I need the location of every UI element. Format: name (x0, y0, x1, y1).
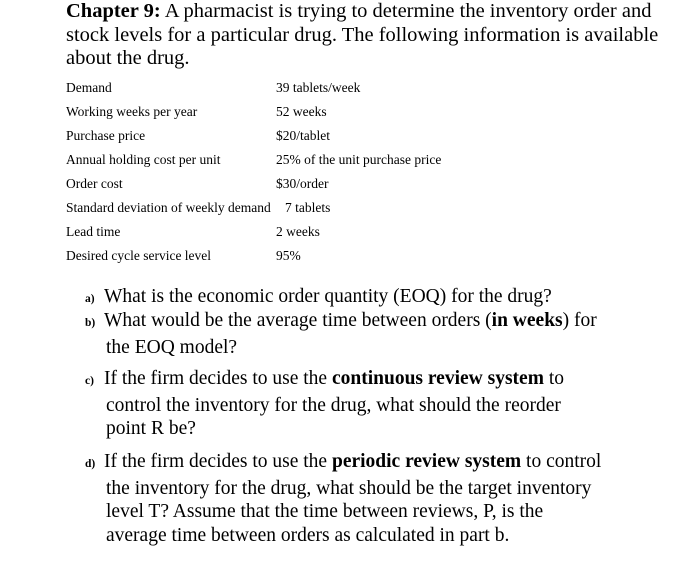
question-text: What is the economic order quantity (EOQ) for the drug? (104, 286, 552, 307)
question-text: If the firm decides to use the (104, 451, 332, 472)
question-text: average time between orders as calculated in part b. (106, 524, 510, 546)
intro-text: A pharmacist is trying to determine the inventory order and stock levels for a particular drug. The following information is available about the drug. (66, 0, 659, 69)
question-b (85, 309, 665, 359)
row-value: 95% (276, 248, 301, 263)
question-text: What would be the average time between orders ( (104, 310, 492, 331)
question-text: the EOQ model? (106, 336, 238, 358)
problem-intro (66, 0, 666, 71)
question-marker: b) (85, 317, 96, 329)
row-label: Order cost (66, 176, 123, 191)
question-text: If the firm decides to use the (104, 368, 332, 389)
question-d (85, 450, 665, 547)
question-marker: a) (85, 293, 95, 305)
row-label: Demand (66, 80, 112, 95)
question-emphasis: periodic review system (331, 451, 522, 472)
question-emphasis: continuous review system (331, 368, 544, 389)
question-text: ) for (562, 310, 597, 331)
question-text: to (543, 368, 564, 389)
chapter-label: Chapter 9: (66, 0, 161, 22)
question-emphasis: in weeks (491, 310, 563, 331)
question-text: level T? Assume that the time between reviews, P, is the (106, 501, 544, 522)
row-label: Standard deviation of weekly demand (66, 200, 271, 215)
row-value: 25% of the unit purchase price (276, 152, 442, 167)
row-value: $30/order (276, 176, 329, 191)
question-text: the inventory for the drug, what should be the target inventory (106, 477, 592, 499)
row-value: $20/tablet (276, 128, 330, 143)
row-label: Desired cycle service level (66, 248, 212, 263)
row-label: Working weeks per year (66, 104, 198, 119)
row-label: Purchase price (66, 128, 146, 143)
row-value: 39 tablets/week (276, 80, 361, 95)
question-text: control the inventory for the drug, what should the reorder (106, 394, 561, 416)
row-label: Lead time (66, 224, 121, 239)
row-value: 52 weeks (276, 104, 327, 119)
question-c (85, 367, 665, 441)
question-marker: c) (85, 375, 94, 387)
row-value: 7 tablets (285, 200, 331, 215)
question-text: point R be? (106, 418, 196, 439)
question-marker: d) (85, 458, 96, 470)
question-text: to control (521, 451, 602, 472)
row-value: 2 weeks (276, 224, 320, 239)
row-label: Annual holding cost per unit (66, 152, 221, 167)
question-a (85, 285, 665, 312)
